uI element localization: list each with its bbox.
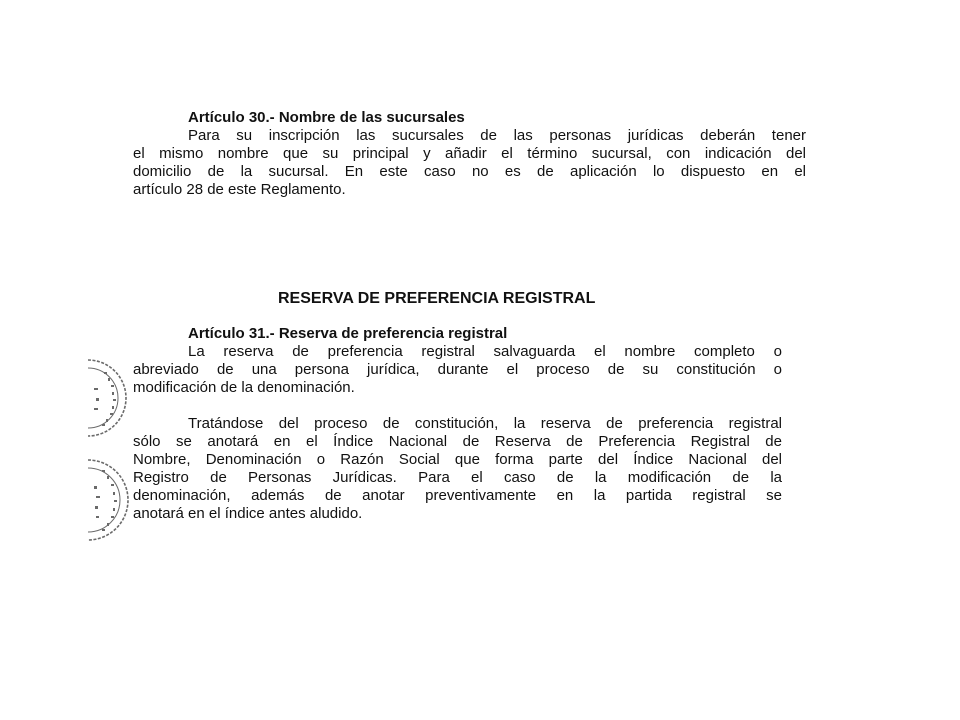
article-31-p2-line: Registro de Personas Jurídicas. Para el caso de la modificación de la xyxy=(133,469,782,486)
section-heading: RESERVA DE PREFERENCIA REGISTRAL xyxy=(278,290,596,307)
article-30-line: Para su inscripción las sucursales de las personas jurídicas deberán tener xyxy=(188,127,806,144)
article-30-line: artículo 28 de este Reglamento. xyxy=(133,181,346,198)
seal-stamp-lower xyxy=(84,458,132,542)
article-31-p2-line: anotará en el índice antes aludido. xyxy=(133,505,363,522)
article-30-line: domicilio de la sucursal. En este caso no es de aplicación lo dispuesto en el xyxy=(133,163,806,180)
article-31-p1-line: La reserva de preferencia registral salvaguarda el nombre completo o xyxy=(188,343,782,360)
article-30-title: Artículo 30.- Nombre de las sucursales xyxy=(188,109,465,126)
seal-stamp-upper xyxy=(84,358,132,438)
article-31-p2-line: Tratándose del proceso de constitución, la reserva de preferencia registral xyxy=(188,415,782,432)
article-30-line: el mismo nombre que su principal y añadir el término sucursal, con indicación del xyxy=(133,145,806,162)
article-31-p1-line: abreviado de una persona jurídica, durante el proceso de su constitución o xyxy=(133,361,782,378)
article-31-p2-line: Nombre, Denominación o Razón Social que forma parte del Índice Nacional del xyxy=(133,451,782,468)
article-31-title: Artículo 31.- Reserva de preferencia registral xyxy=(188,325,508,342)
article-31-p2-line: denominación, además de anotar preventivamente en la partida registral se xyxy=(133,487,782,504)
article-31-p2-line: sólo se anotará en el Índice Nacional de Reserva de Preferencia Registral de xyxy=(133,433,782,450)
article-31-p1-line: modificación de la denominación. xyxy=(133,379,355,396)
